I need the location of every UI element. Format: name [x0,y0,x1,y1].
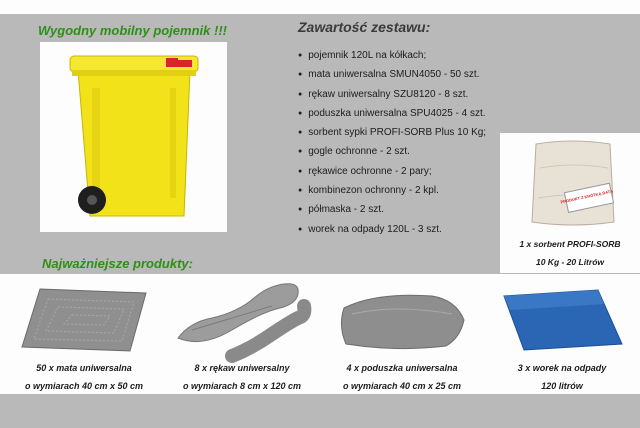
list-item: ● rękawice ochronne - 2 pary; [298,162,486,181]
sorbent-bag-label: PRODUKT Z KRÓTKĄ DATĄ [560,188,614,205]
header-panel [0,0,640,14]
product-caption-line: o wymiarach 8 cm x 120 cm [182,381,302,391]
product-caption [0,359,168,395]
product-caption-line: 120 litrów [541,381,583,391]
list-item: ● mata uniwersalna SMUN4050 - 50 szt. [298,65,486,84]
sock-icon [172,278,312,360]
products-title: Najważniejsze produkty: [42,256,193,271]
wheelie-bin-icon [60,48,210,228]
list-item: ● worek na odpady 120L - 3 szt. [298,220,486,239]
product-caption-line: o wymiarach 40 cm x 50 cm [24,381,144,391]
product-caption-line: 50 x mata uniwersalna [36,363,132,373]
list-item: ● sorbent sypki PROFI-SORB Plus 10 Kg; [298,123,486,142]
mat-icon [18,283,150,355]
list-item: ● poduszka uniwersalna SPU4025 - 4 szt. [298,104,486,123]
contents-title: Zawartość zestawu: [298,19,431,35]
product-caption [158,359,326,395]
contents-list [298,46,486,239]
product-caption-line: o wymiarach 40 cm x 25 cm [342,381,462,391]
product-caption [484,359,640,395]
product-caption-line: 3 x worek na odpady [517,363,607,373]
pillow-icon [336,290,468,352]
bin-title: Wygodny mobilny pojemnik !!! [38,23,227,38]
list-item: ● kombinezon ochronny - 2 kpl. [298,181,486,200]
sorbent-caption-line: 10 Kg - 20 Litrów [535,257,604,267]
sorbent-caption [500,235,640,271]
sorbent-bag-icon [528,138,618,228]
list-item: ● pojemnik 120L na kółkach; [298,46,486,65]
product-caption-line: 8 x rękaw uniwersalny [194,363,290,373]
list-item: ● półmaska - 2 szt. [298,200,486,219]
list-item: ● rękaw uniwersalny SZU8120 - 8 szt. [298,85,486,104]
waste-bag-icon [500,286,624,352]
sorbent-caption-line: 1 x sorbent PROFI-SORB [519,239,621,249]
list-item: ● gogle ochronne - 2 szt. [298,142,486,161]
product-caption [318,359,486,395]
product-caption-line: 4 x poduszka uniwersalna [346,363,458,373]
